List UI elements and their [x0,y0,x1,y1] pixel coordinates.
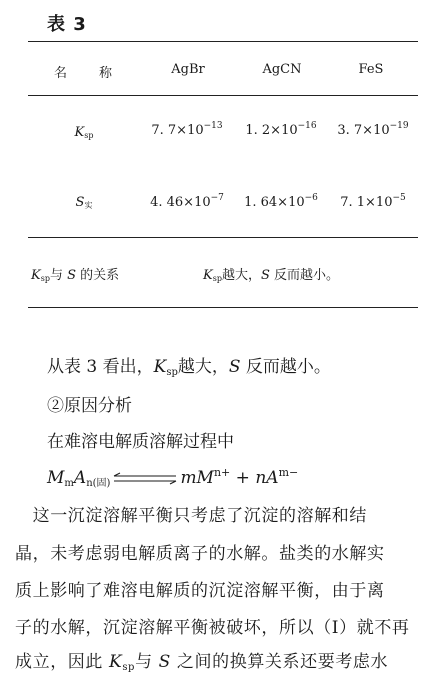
paragraph-line-3: 质上影响了难溶电解质的沉淀溶解平衡，由于离 [15,581,385,601]
paragraph-line-4: 子的水解，沉淀溶解平衡被破坏，所以（Ⅰ）就不再 [15,618,410,638]
paragraph-line-5: 成立，因此 $K_{sp}$与 S 之间的换算关系还要考虑水 [15,652,389,673]
table-top-rule [28,41,418,42]
row-label-ksp: $K_{sp}$ [74,125,94,140]
row-label-s: $S_实$ [75,195,93,210]
cell-s-fes: 7. $1\times 10^{-5}$ [340,193,406,210]
table-header-rule [28,95,418,96]
header-name: 名 称 [53,65,114,80]
table-bottom-rule [28,307,418,308]
paragraph-line-1: 这一沉淀溶解平衡只考虑了沉淀的溶解和结 [15,506,367,526]
cell-ksp-agbr: 7. $7\times 10^{-13}$ [151,121,223,138]
header-fes: FeS [358,62,384,77]
row-label-relation: $K_{sp}$与 S 的关系 [31,268,120,283]
equilibrium-equation: $M_mA_{n(固)}$ $mM^{n+} + nA^{m-}$ [47,466,299,489]
cell-relation-value: $K_{sp}$越大，S 反而越小。 [203,268,340,283]
cell-s-agcn: 1. $64\times 10^{-6}$ [244,193,318,210]
cell-ksp-agcn: 1. $2\times 10^{-16}$ [245,121,317,138]
cell-ksp-fes: 3. $7\times 10^{-19}$ [337,121,409,138]
equilibrium-arrow-icon [112,472,178,486]
cell-s-agbr: 4. $46\times 10^{-7}$ [150,193,224,210]
text-line-1: 从表 3 看出，$K_{sp}$越大，S 反而越小。 [47,357,331,378]
table-title: 表 3 [47,14,87,35]
header-agbr: AgBr [171,62,205,77]
text-line-3: 在难溶电解质溶解过程中 [47,432,234,452]
text-line-2: ②原因分析 [47,396,132,416]
paragraph-line-2: 晶，未考虑弱电解质离子的水解。盐类的水解实 [15,544,385,564]
header-agcn: AgCN [262,62,302,77]
table-body-rule [28,237,418,238]
